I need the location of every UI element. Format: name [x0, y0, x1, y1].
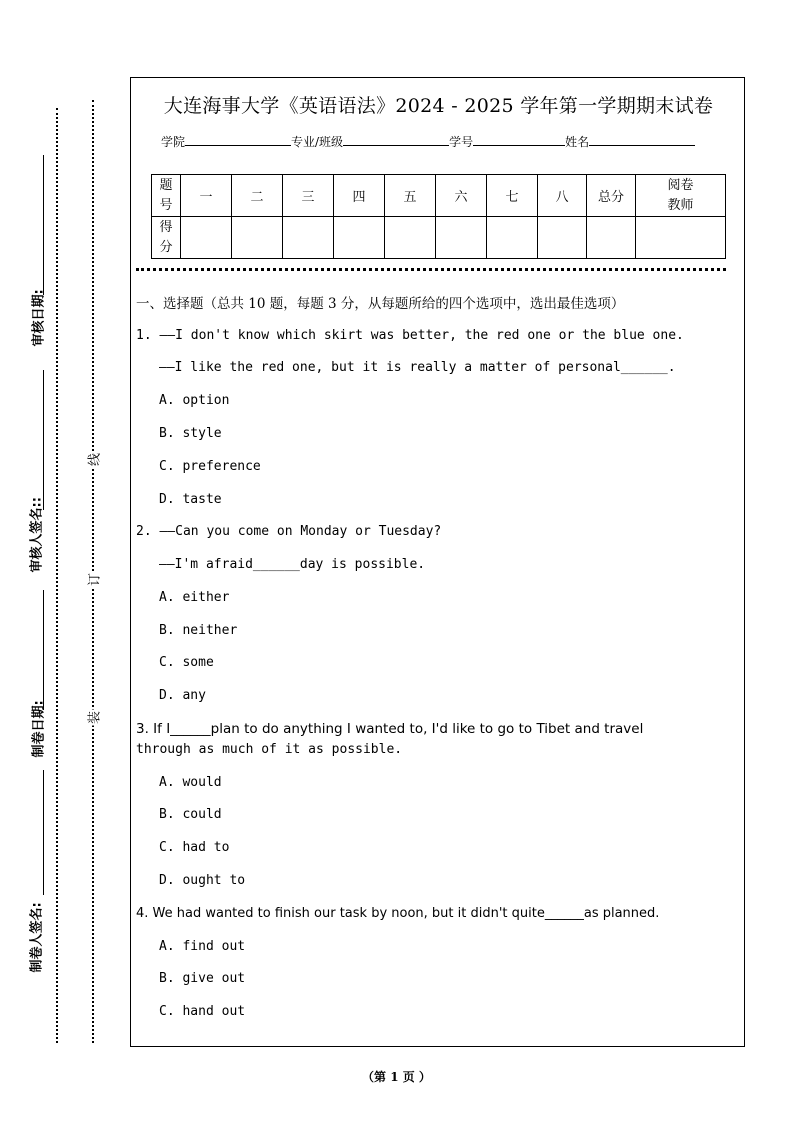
question-1-stem: 1. ——I don't know which skirt was better, the red one or the blue one.	[136, 328, 684, 343]
question-3-option-d[interactable]: D. ought to	[159, 873, 246, 888]
col-header-4: 四	[334, 175, 385, 217]
score-cell-1[interactable]	[181, 217, 232, 259]
maker-date-label: 制卷日期:	[31, 700, 47, 758]
question-2-option-d[interactable]: D. any	[159, 688, 206, 703]
question-3-stem: 3. If I______plan to do anything I wanted to, I'd like to go to Tibet and travel	[136, 721, 644, 737]
score-cell-2[interactable]	[232, 217, 283, 259]
question-4-option-a[interactable]: A. find out	[159, 939, 246, 954]
maker-date-line[interactable]	[43, 590, 44, 710]
question-3-stem-2: through as much of it as possible.	[136, 742, 403, 757]
page-number: （第 1 页 ）	[362, 1070, 431, 1084]
header-divider	[136, 268, 726, 271]
exam-title: 大连海事大学《英语语法》2024 - 2025 学年第一学期期末试卷	[163, 95, 714, 117]
reviewer-header: 阅卷 教师	[636, 175, 726, 217]
student-id-label: 学号	[449, 135, 474, 149]
col-header-total: 总分	[587, 175, 636, 217]
score-cell-4[interactable]	[334, 217, 385, 259]
col-header-6: 六	[436, 175, 487, 217]
score-cell-5[interactable]	[385, 217, 436, 259]
col-header-1: 一	[181, 175, 232, 217]
score-cell-8[interactable]	[538, 217, 587, 259]
name-label: 姓名	[565, 135, 590, 149]
score-cell-6[interactable]	[436, 217, 487, 259]
student-info-row	[161, 133, 721, 150]
question-2-stem: 2. ——Can you come on Monday or Tuesday?	[136, 524, 442, 539]
question-1-stem-2: ——I like the red one, but it is really a matter of personal______.	[159, 360, 676, 375]
score-row-header: 得分	[152, 217, 181, 259]
score-cell-total[interactable]	[587, 217, 636, 259]
college-label: 学院	[161, 135, 186, 149]
exam-frame	[130, 77, 745, 1047]
question-2-stem-2: ——I'm afraid______day is possible.	[159, 557, 426, 572]
col-header-2: 二	[232, 175, 283, 217]
question-1-option-a[interactable]: A. option	[159, 393, 230, 408]
binding-bind-char: 装	[84, 710, 103, 726]
score-cell-7[interactable]	[487, 217, 538, 259]
question-2-option-a[interactable]: A. either	[159, 590, 230, 605]
reviewer-sign-label: 审核人签名::	[29, 497, 45, 573]
question-4-stem: 4. We had wanted to finish our task by noon, but it didn't quite______as planned.	[136, 906, 660, 921]
major-label: 专业/班级	[291, 135, 344, 149]
col-header-7: 七	[487, 175, 538, 217]
question-2-option-b[interactable]: B. neither	[159, 623, 238, 638]
question-3-option-b[interactable]: B. could	[159, 807, 222, 822]
question-3-option-c[interactable]: C. had to	[159, 840, 230, 855]
reviewer-sign-line[interactable]	[43, 370, 44, 510]
maker-sign-line[interactable]	[43, 770, 44, 895]
college-field[interactable]	[185, 133, 291, 146]
binding-dotted-line-left	[56, 108, 58, 1043]
question-1-option-d[interactable]: D. taste	[159, 492, 222, 507]
score-cell-3[interactable]	[283, 217, 334, 259]
col-header-5: 五	[385, 175, 436, 217]
maker-sign-label: 制卷人签名:	[29, 902, 45, 973]
question-4-option-b[interactable]: B. give out	[159, 971, 246, 986]
question-2-option-c[interactable]: C. some	[159, 655, 214, 670]
major-field[interactable]	[343, 133, 449, 146]
question-3-option-a[interactable]: A. would	[159, 775, 222, 790]
section-heading: 一、选择题（总共 10 题，每题 3 分，从每题所给的四个选项中，选出最佳选项）	[136, 296, 625, 312]
binding-order-char: 订	[84, 572, 103, 588]
question-number-header: 题号	[152, 175, 181, 217]
col-header-3: 三	[283, 175, 334, 217]
binding-line-char: 线	[84, 452, 103, 468]
reviewer-date-label: 审核日期:	[31, 289, 47, 347]
question-1-option-b[interactable]: B. style	[159, 426, 222, 441]
name-field[interactable]	[589, 133, 695, 146]
student-id-field[interactable]	[473, 133, 565, 146]
reviewer-cell[interactable]	[636, 217, 726, 259]
question-4-option-c[interactable]: C. hand out	[159, 1004, 246, 1019]
score-table	[151, 174, 726, 259]
reviewer-date-line[interactable]	[43, 155, 44, 295]
question-1-option-c[interactable]: C. preference	[159, 459, 261, 474]
col-header-8: 八	[538, 175, 587, 217]
